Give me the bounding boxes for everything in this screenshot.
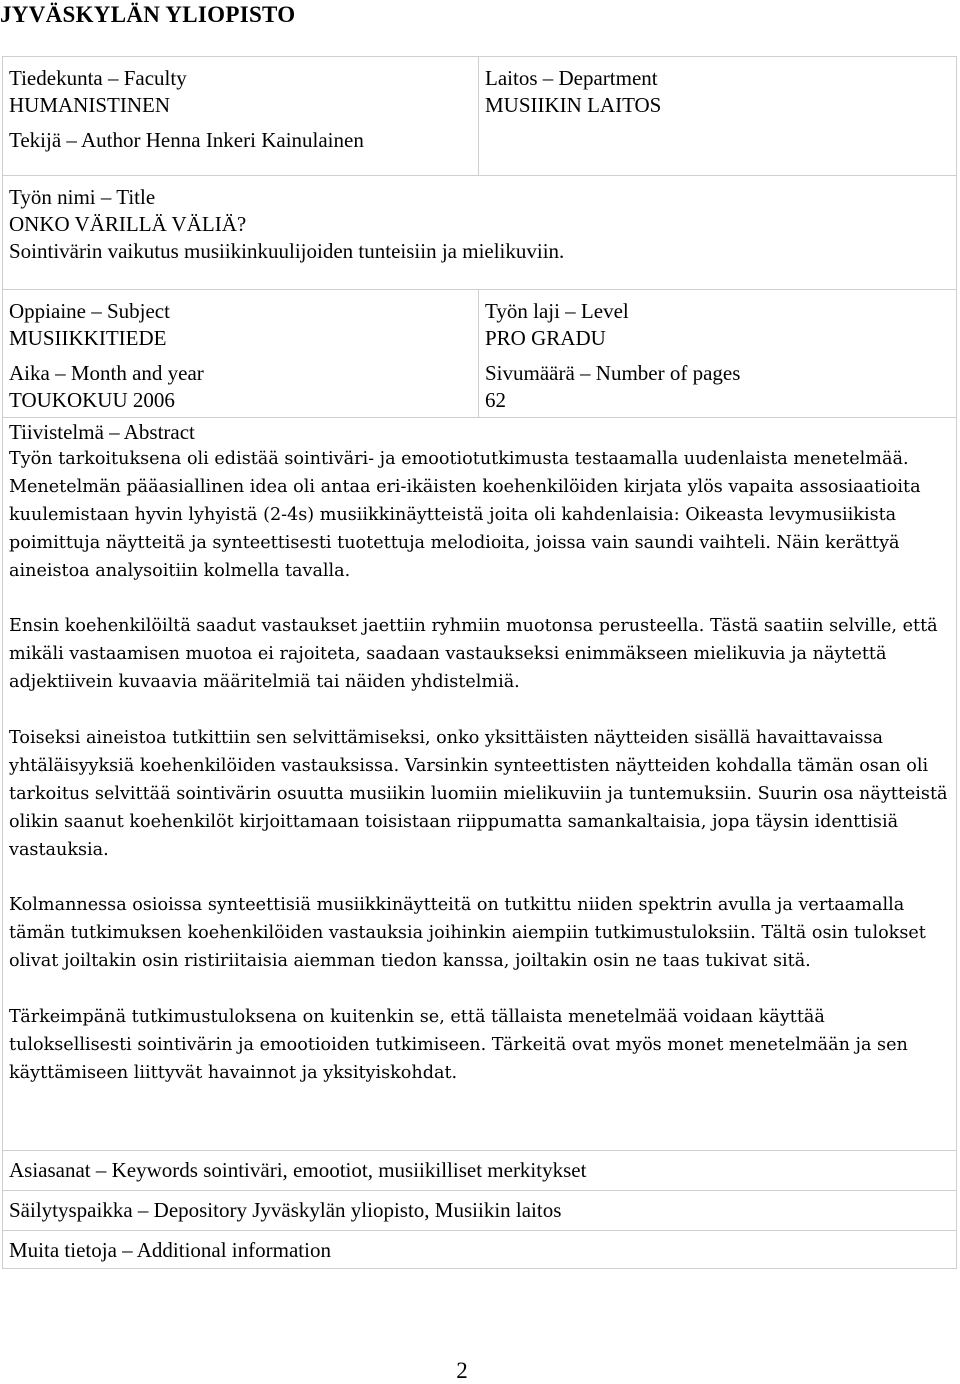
additional-text: Muita tietoja – Additional information: [9, 1238, 331, 1262]
abstract-paragraph-4: Kolmannessa osioissa synteettisiä musiikkinäytteitä on tutkittu niiden spektrin avulla ja vertaamalla tämän tutkimuksen koehenkilöiden vastauksia joihinkin aiempiin tutkimustuloksiin. Tältä osin tulokset olivat joiltakin osin ristiriitaisia aiemman tiedon kanssa, joiltakin osin ne taas tukivat sitä.: [9, 895, 926, 972]
details-left: [3, 290, 479, 418]
pages-value: 62: [485, 388, 506, 412]
abstract-paragraph-2: Ensin koehenkilöiltä saadut vastaukset jaettiin ryhmiin muotonsa perusteella. Tästä saatiin selville, että mikäli vastaamisen muotoa ei rajoiteta, saadaan vastaukseksi enimmäkseen mielikuvia ja näytettä adjektiivein kuvaavia määritelmiä tai näiden yhdistelmiä.: [9, 616, 938, 693]
abstract-body: [9, 446, 950, 1088]
depository-cell: [3, 1191, 957, 1231]
abstract-paragraph-1: Työn tarkoituksena oli edistää sointiväri- ja emootiotutkimusta testaamalla uudenlaista menetelmää. Menetelmän pääasiallinen idea oli antaa eri-ikäisten koehenkilöiden kirjata ylös vapaita assosiaatioita kuulemistaan hyvin lyhyistä (2-4s) musiikkinäytteistä joita oli kahdenlaisia: Oikeasta levymusiikista poimittuja näytteitä ja synteettisesti tuotettuja melodioita, joissa vain saundi vaihteli. Näin kerättyä aineistoa analysoitiin kolmella tavalla.: [9, 449, 921, 581]
subject-label: Oppiaine – Subject: [9, 299, 170, 323]
abstract-label: Tiivistelmä – Abstract: [9, 420, 195, 444]
title-row: [3, 176, 957, 290]
additional-row: [3, 1231, 957, 1269]
abstract-row: [3, 418, 957, 1151]
title-line-1: ONKO VÄRILLÄ VÄLIÄ?: [9, 212, 247, 236]
depository-row: [3, 1191, 957, 1231]
faculty-value: HUMANISTINEN: [9, 93, 170, 117]
title-label: Työn nimi – Title: [9, 185, 156, 209]
university-name: JYVÄSKYLÄN YLIOPISTO: [0, 2, 296, 27]
additional-cell: [3, 1231, 957, 1269]
keywords-cell: [3, 1151, 957, 1191]
title-line-2: Sointivärin vaikutus musiikinkuulijoiden tunteisiin ja mielikuviin.: [9, 239, 565, 263]
page-number: 2: [456, 1358, 468, 1383]
department-cell: [479, 57, 957, 176]
faculty-cell: [3, 57, 479, 176]
level-value: PRO GRADU: [485, 326, 606, 350]
date-label: Aika – Month and year: [9, 361, 204, 385]
date-value: TOUKOKUU 2006: [9, 388, 175, 412]
abstract-paragraph-5: Tärkeimpänä tutkimustuloksena on kuitenkin se, että tällaista menetelmää voidaan käyttää tuloksellisesti sointivärin ja emootioiden tutkimiseen. Tärkeitä ovat myös monet menetelmään ja sen käyttämiseen liittyvät havainnot ja yksityiskohdat.: [9, 1007, 908, 1083]
level-label: Työn laji – Level: [485, 299, 629, 323]
keywords-text: Asiasanat – Keywords sointiväri, emootiot, musiikilliset merkitykset: [9, 1158, 587, 1182]
keywords-row: [3, 1151, 957, 1191]
abstract-cell: [3, 418, 957, 1151]
department-value: MUSIIKIN LAITOS: [485, 93, 662, 117]
title-cell: [3, 176, 957, 290]
abstract-paragraph-3: Toiseksi aineistoa tutkittiin sen selvittämiseksi, onko yksittäisten näytteiden sisällä havaittavaissa yhtäläisyyksiä koehenkilöiden vastauksissa. Varsinkin synteettisten näytteiden kohdalla tämän osan oli tarkoitus selvittää sointivärin osuutta musiikin luomiin mielikuviin ja tuntemuksiin. Suurin osa näytteistä olikin saanut koehenkilöt kirjoittamaan toisistaan riippumatta samankaltaisia, jopa täysin identtisiä vastauksia.: [9, 728, 948, 860]
details-row: [3, 290, 957, 418]
subject-value: MUSIIKKITIEDE: [9, 326, 167, 350]
faculty-label: Tiedekunta – Faculty: [9, 66, 187, 90]
pages-label: Sivumäärä – Number of pages: [485, 361, 741, 385]
abstract-form: [2, 56, 957, 1269]
details-right: [479, 290, 957, 418]
faculty-row: [3, 57, 957, 176]
department-label: Laitos – Department: [485, 66, 658, 90]
author-text: Tekijä – Author Henna Inkeri Kainulainen: [9, 128, 364, 152]
depository-text: Säilytyspaikka – Depository Jyväskylän yliopisto, Musiikin laitos: [9, 1198, 562, 1222]
